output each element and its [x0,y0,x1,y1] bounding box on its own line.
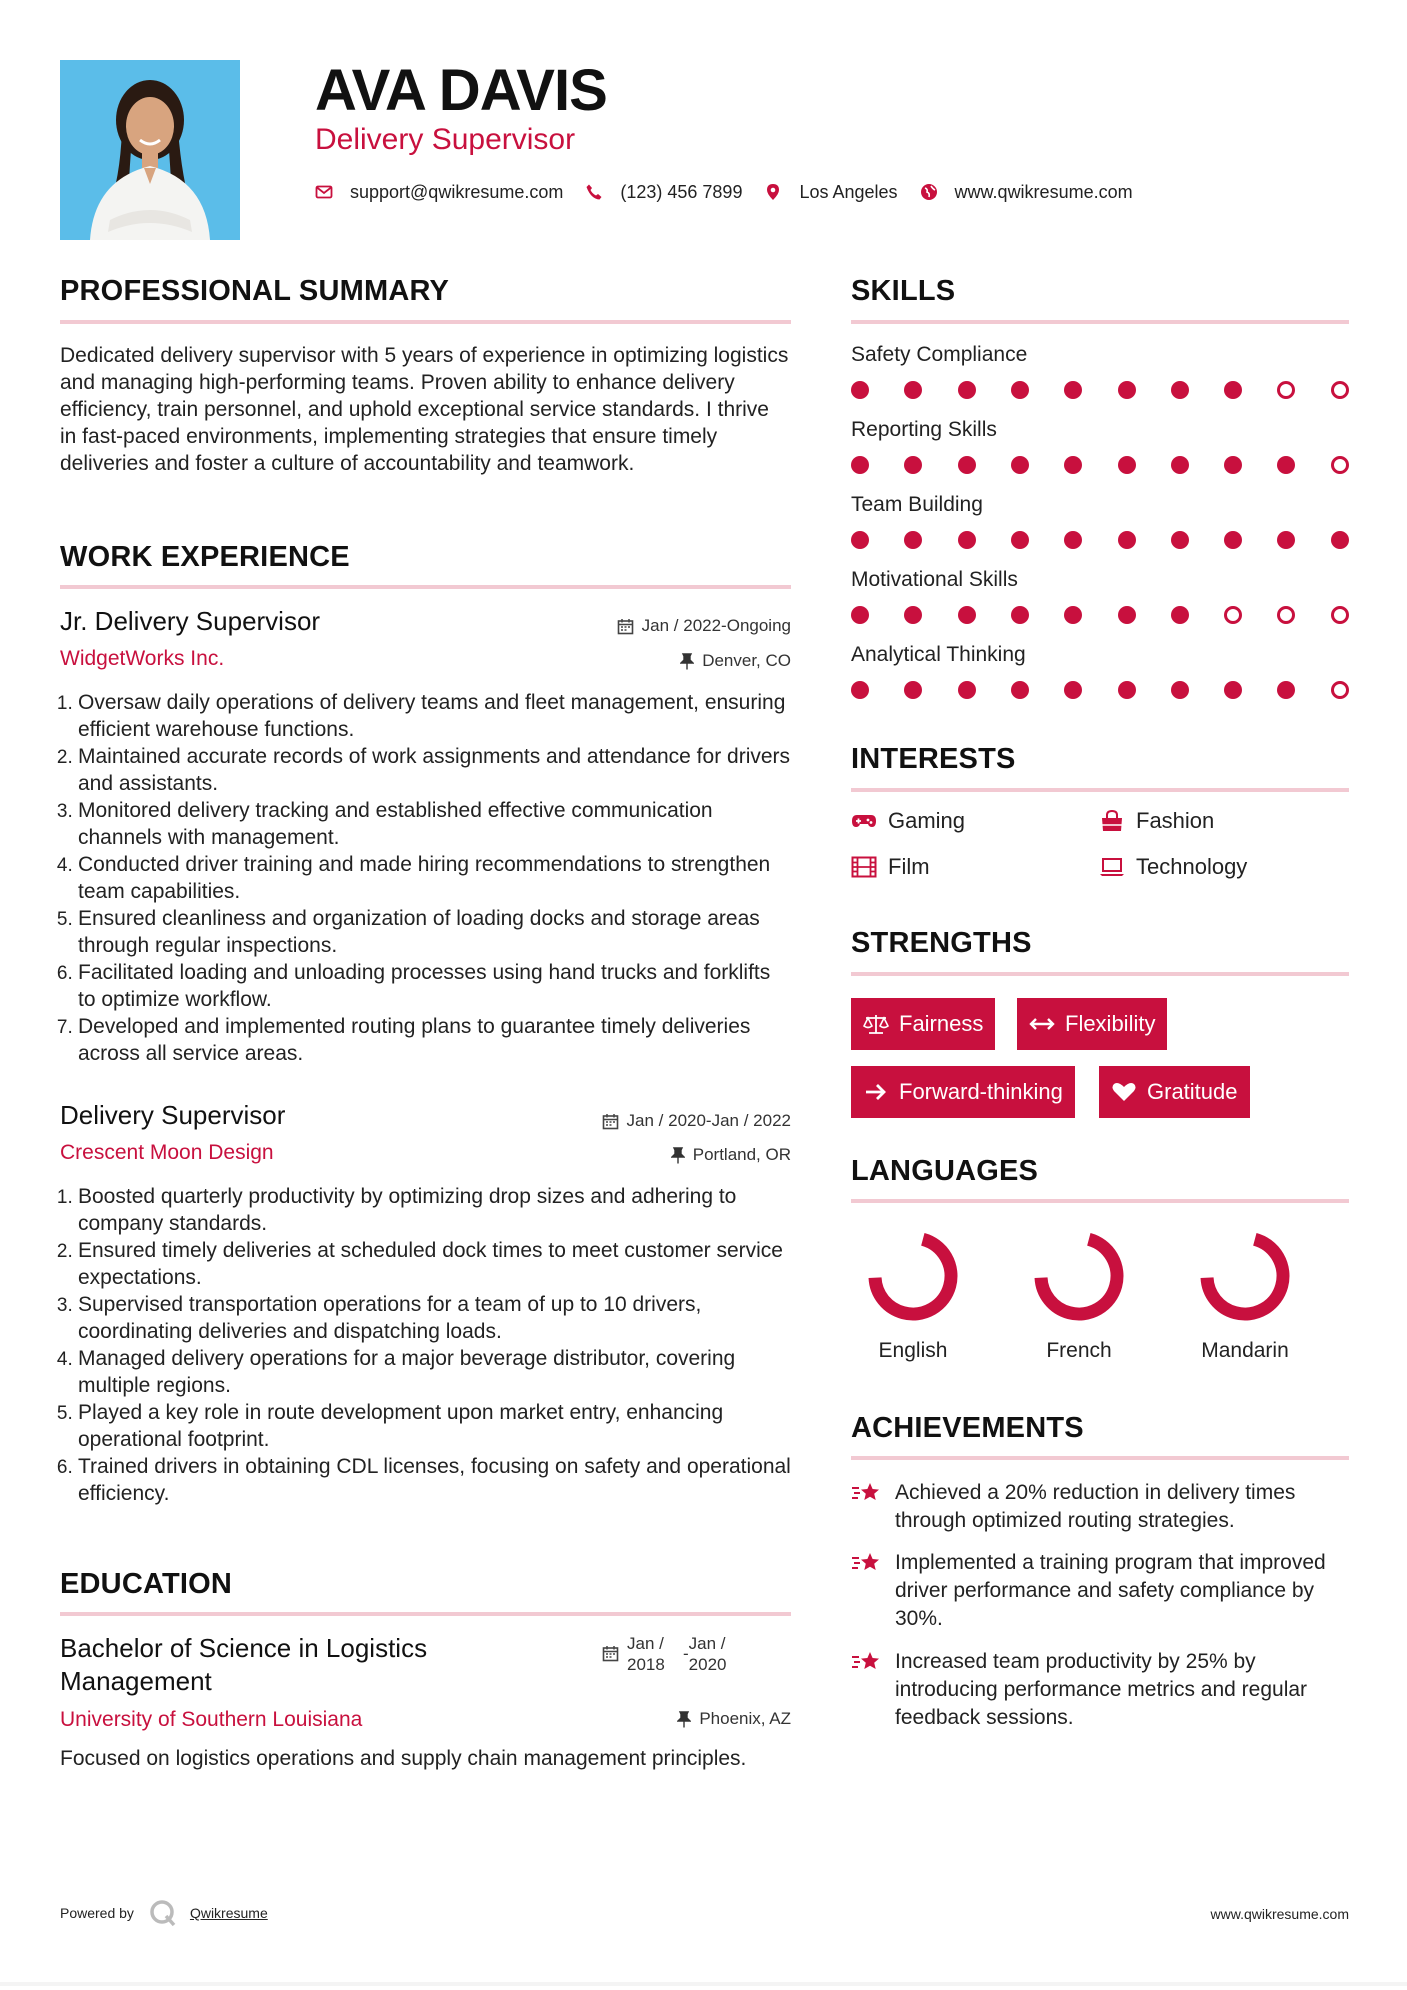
skill-dot-filled [1064,606,1082,624]
job-date-text: Jan / 2022-Ongoing [641,616,791,635]
skill-dot-filled [851,456,869,474]
skill-label: Motivational Skills [851,568,1018,591]
skill-dot-filled [1171,681,1189,699]
interest-label: Fashion [1136,808,1215,833]
job-location-text: Portland, OR [692,1145,791,1164]
job-title: Jr. Delivery Supervisor [60,606,321,636]
list-item: 1. Boosted quarterly productivity by optimizing drop sizes and adhering to company standards. [78,1183,791,1237]
strength-label: Forward-thinking [899,1079,1063,1104]
film-icon [851,856,877,878]
heart-icon [1111,1081,1137,1103]
pushpin-icon [677,1711,691,1728]
skill-dot-filled [1171,606,1189,624]
skill-dot-filled [904,681,922,699]
experience-heading: WORK EXPERIENCE [60,541,350,573]
language-ring [853,1226,973,1326]
qwikresume-link[interactable]: Qwikresume [189,1905,268,1921]
skill-dot-filled [1277,681,1295,699]
powered-by-text: Powered by [60,1905,134,1921]
skill-dot-filled [958,606,976,624]
candidate-name: AVA DAVIS [315,58,607,123]
skill-dot-filled [1118,381,1136,399]
summary-text: Dedicated delivery supervisor with 5 years of experience in optimizing logistics and managing high-performing teams. Proven ability to enhance delivery efficiency, train personnel, and uphold exceptional service standards. I thrive in fast-paced environments, implementing strategies that ensure timely deliveries and foster a culture of accountability and teamwork. [60,344,789,475]
list-item: 4. Managed delivery operations for a major beverage distributor, covering multiple regions. [78,1345,791,1399]
interests-heading: INTERESTS [851,743,1016,775]
list-item: 6. Trained drivers in obtaining CDL licenses, focusing on safety and operational efficiency. [78,1453,791,1507]
contact-location [764,182,897,203]
skill-dot-filled [1224,531,1242,549]
education-location [677,1709,791,1729]
interest-label: Gaming [888,808,966,833]
strength-forward-thinking [851,1066,1075,1118]
job-location [680,651,791,671]
skill-dot-filled [1011,381,1029,399]
job-location-text: Denver, CO [702,651,791,670]
language-label: English [878,1339,948,1362]
calendar-icon [602,1113,619,1130]
interest-gaming [851,808,965,834]
language-level-arc [1032,1229,1125,1322]
education-description: Focused on logistics operations and supply chain management principles. [60,1747,747,1770]
languages-heading: LANGUAGES [851,1155,1039,1187]
skill-dot-filled [1011,606,1029,624]
skill-dot-filled [904,606,922,624]
email-text: support@qwikresume.com [350,181,564,202]
skill-dot-filled [1171,456,1189,474]
education-rule [60,1612,791,1616]
strength-gratitude [1099,1066,1250,1118]
skill-dot-filled [1064,381,1082,399]
interest-label: Technology [1136,854,1248,879]
star-award-icon [851,1648,883,1676]
list-item: 6. Facilitated loading and unloading processes using hand trucks and forklifts to optimize workflow. [78,959,791,1013]
job-company: WidgetWorks Inc. [60,647,225,670]
skill-dot-filled [1011,681,1029,699]
achievement-text: Implemented a training program that improved driver performance and safety compliance by 30%. [895,1551,1326,1630]
skills-heading: SKILLS [851,275,956,307]
contact-website[interactable] [920,182,1133,203]
skill-dot-filled [904,531,922,549]
job-date [617,616,791,636]
skill-dot-filled [958,456,976,474]
achievement-text: Achieved a 20% reduction in delivery times through optimized routing strategies. [895,1481,1296,1532]
gamepad-icon [851,810,877,832]
star-award-icon [851,1479,883,1507]
achievements-heading: ACHIEVEMENTS [851,1412,1084,1444]
skill-dot-empty [1331,456,1349,474]
education-location-text: Phoenix, AZ [699,1709,791,1728]
education-heading: EDUCATION [60,1568,233,1600]
language-level-ring [863,1226,963,1326]
skill-dot-filled [1118,531,1136,549]
skill-dot-empty [1277,606,1295,624]
skill-dot-filled [1064,531,1082,549]
skill-dot-empty [1277,381,1295,399]
job-company: Crescent Moon Design [60,1141,274,1164]
phone-icon [585,183,603,201]
job-title: Delivery Supervisor [60,1100,286,1130]
achievement-item [851,1549,1349,1633]
skill-rating [851,531,1349,551]
profile-photo [60,60,240,240]
education-date-sep: - [683,1644,689,1663]
language-level-ring [1029,1226,1129,1326]
job-bullets [60,689,791,1067]
skill-dot-filled [1224,681,1242,699]
list-item: 1. Oversaw daily operations of delivery teams and fleet management, ensuring efficient warehouse functions. [78,689,791,743]
qwikresume-logo-icon [148,1898,178,1928]
skill-dot-filled [958,381,976,399]
language-level-ring [1195,1226,1295,1326]
achievement-item [851,1648,1349,1732]
shopping-bag-icon [1099,810,1125,832]
pushpin-icon [671,1147,685,1164]
degree-title: Bachelor of Science in Logistics Management [60,1633,428,1696]
contact-email[interactable] [315,182,563,203]
skill-dot-filled [1277,456,1295,474]
skill-dot-filled [851,381,869,399]
skill-dot-filled [1118,606,1136,624]
language-level-arc [866,1229,959,1322]
skill-rating [851,606,1349,626]
strengths-rule [851,972,1349,976]
balance-scale-icon [863,1013,889,1035]
skill-dot-filled [1171,531,1189,549]
star-award-icon [851,1549,883,1577]
skill-dot-filled [1011,531,1029,549]
list-item: 2. Ensured timely deliveries at scheduled dock times to meet customer service expectations. [78,1237,791,1291]
education-date [602,1633,739,1675]
map-pin-icon [764,183,782,201]
skill-dot-filled [1011,456,1029,474]
interests-rule [851,788,1349,792]
skills-rule [851,320,1349,324]
skill-dot-empty [1224,606,1242,624]
skill-dot-empty [1331,681,1349,699]
school-name: University of Southern Louisiana [60,1708,363,1731]
skill-rating [851,681,1349,701]
summary-rule [60,320,791,324]
skill-dot-filled [904,381,922,399]
laptop-icon [1099,856,1125,878]
skill-dot-filled [851,531,869,549]
list-item: 5. Ensured cleanliness and organization of loading docks and storage areas through regular inspections. [78,905,791,959]
strength-fairness [851,998,995,1050]
skill-dot-empty [1331,606,1349,624]
language-label: Mandarin [1201,1339,1289,1362]
skill-dot-filled [1277,531,1295,549]
interest-technology [1099,854,1247,880]
strengths-heading: STRENGTHS [851,927,1032,959]
strength-label: Fairness [899,1011,984,1036]
strength-label: Flexibility [1065,1011,1156,1036]
achievement-item [851,1479,1349,1535]
list-item: 2. Maintained accurate records of work assignments and attendance for drivers and assistants. [78,743,791,797]
achievements-rule [851,1456,1349,1460]
education-date-start: Jan / 2018 [627,1634,665,1674]
skill-dot-filled [1171,381,1189,399]
strength-label: Gratitude [1147,1079,1238,1104]
list-item: 3. Monitored delivery tracking and established effective communication channels with management. [78,797,791,851]
bottom-rule [0,1982,1407,1986]
experience-rule [60,585,791,589]
skill-dot-filled [1118,456,1136,474]
interest-fashion [1099,808,1214,834]
skill-dot-filled [904,456,922,474]
job-bullets [60,1183,791,1507]
candidate-role: Delivery Supervisor [315,123,576,156]
contact-phone[interactable] [585,182,742,203]
skill-dot-filled [1064,681,1082,699]
calendar-icon [602,1645,619,1662]
language-label: French [1046,1339,1112,1362]
skill-dot-filled [1224,456,1242,474]
skill-dot-empty [1331,381,1349,399]
summary-heading: PROFESSIONAL SUMMARY [60,275,450,307]
globe-icon [920,183,938,201]
skill-rating [851,456,1349,476]
education-date-end: Jan / 2020 [688,1634,727,1674]
skill-dot-filled [851,681,869,699]
skill-dot-filled [1118,681,1136,699]
skill-dot-filled [851,606,869,624]
list-item: 5. Played a key role in route development upon market entry, enhancing operational footprint. [78,1399,791,1453]
arrow-right-icon [863,1081,889,1103]
pushpin-icon [680,653,694,670]
skill-dot-filled [958,681,976,699]
skill-label: Safety Compliance [851,343,1028,366]
job-date-text: Jan / 2020-Jan / 2022 [626,1111,791,1130]
contact-bar [315,178,1155,206]
footer-powered-by [60,1898,268,1928]
skill-label: Analytical Thinking [851,643,1026,666]
language-ring [1185,1226,1305,1326]
job-date [602,1111,791,1131]
list-item: 7. Developed and implemented routing plans to guarantee timely deliveries across all service areas. [78,1013,791,1067]
interest-label: Film [888,854,930,879]
job-location [671,1145,791,1165]
phone-text: (123) 456 7899 [620,181,743,202]
strength-flexibility [1017,998,1167,1050]
language-ring [1019,1226,1139,1326]
skill-dot-filled [1064,456,1082,474]
languages-rule [851,1199,1349,1203]
footer-website[interactable]: www.qwikresume.com [1210,1906,1349,1922]
skill-rating [851,381,1349,401]
location-text: Los Angeles [799,181,898,202]
list-item: 3. Supervised transportation operations for a team of up to 10 drivers, coordinating deliveries and dispatching loads. [78,1291,791,1345]
skill-dot-filled [1331,531,1349,549]
envelope-icon [315,183,333,201]
list-item: 4. Conducted driver training and made hiring recommendations to strengthen team capabilities. [78,851,791,905]
achievement-text: Increased team productivity by 25% by introducing performance metrics and regular feedback sessions. [895,1650,1308,1729]
skill-dot-filled [958,531,976,549]
arrows-horizontal-icon [1029,1013,1055,1035]
skill-label: Team Building [851,493,983,516]
language-level-arc [1198,1229,1291,1322]
interest-film [851,854,930,880]
skill-label: Reporting Skills [851,418,997,441]
skill-dot-filled [1224,381,1242,399]
website-text: www.qwikresume.com [954,181,1133,202]
calendar-icon [617,618,634,635]
